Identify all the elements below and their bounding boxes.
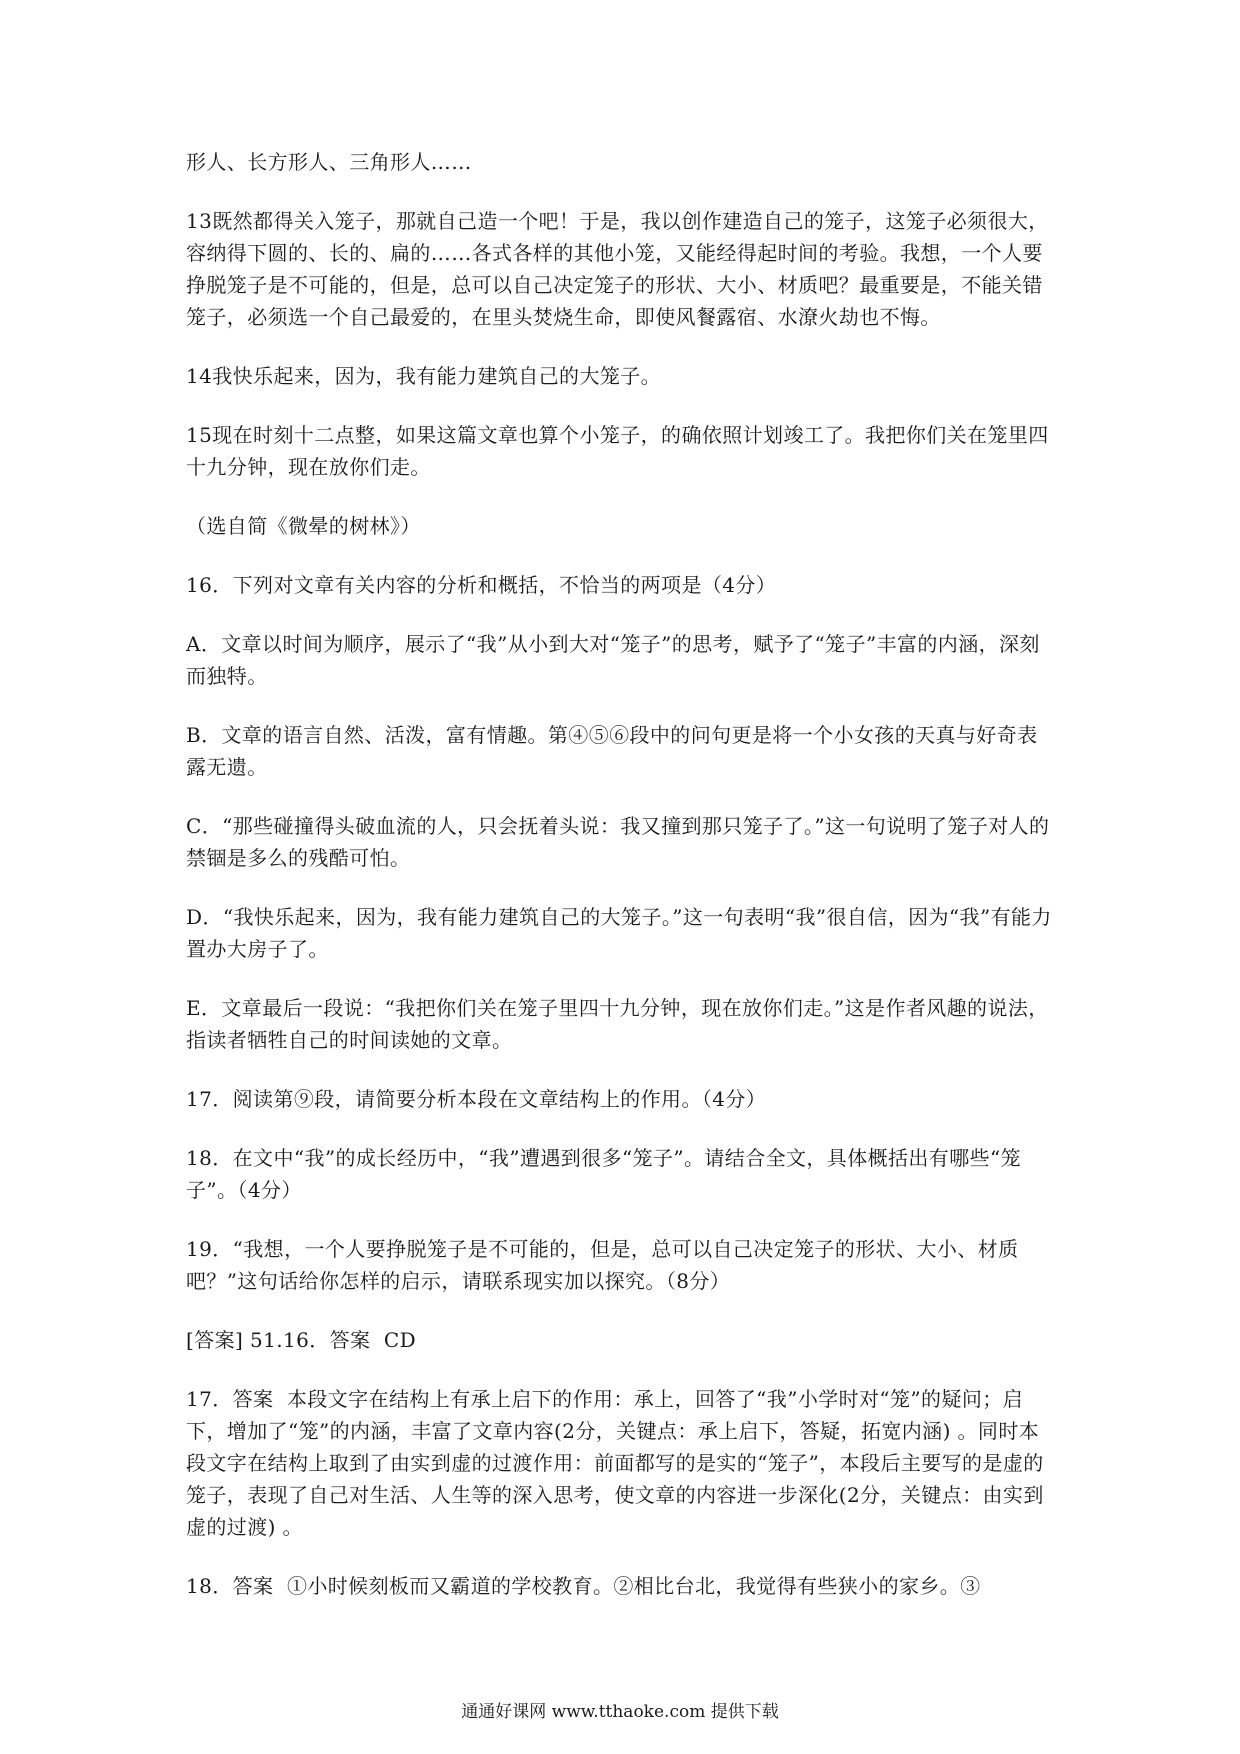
option-a: A．文章以时间为顺序，展示了“我”从小到大对“笼子”的思考，赋予了“笼子”丰富的内涵，深刻而独特。 xyxy=(186,632,1040,688)
paragraph-continuation: 形人、长方形人、三角形人…… xyxy=(186,150,472,174)
question-18: 18．在文中“我”的成长经历中，“我”遭遇到很多“笼子”。请结合全文，具体概括出有哪些“笼子”。（4分） xyxy=(186,1146,1022,1202)
question-16: 16．下列对文章有关内容的分析和概括，不恰当的两项是（4分） xyxy=(186,573,777,597)
option-c: C．“那些碰撞得头破血流的人，只会抚着头说：我又撞到那只笼子了。”这一句说明了笼子对人的禁锢是多么的残酷可怕。 xyxy=(186,814,1050,870)
answer-18: 18．答案 ①小时候刻板而又霸道的学校教育。②相比台北，我觉得有些狭小的家乡。③ xyxy=(186,1574,981,1598)
answer-16: [答案] 51.16．答案 CD xyxy=(186,1328,417,1352)
paragraph-14: 14我快乐起来，因为，我有能力建筑自己的大笼子。 xyxy=(186,364,662,388)
option-b: B．文章的语言自然、活泼，富有情趣。第④⑤⑥段中的问句更是将一个小女孩的天真与好奇表露无遗。 xyxy=(186,723,1038,779)
question-19: 19．“我想，一个人要挣脱笼子是不可能的，但是，总可以自己决定笼子的形状、大小、材质吧？”这句话给你怎样的启示，请联系现实加以探究。（8分） xyxy=(186,1237,1019,1293)
source-citation: （选自简《微晕的树林》） xyxy=(186,514,421,538)
answer-17: 17．答案 本段文字在结构上有承上启下的作用：承上，回答了“我”小学时对“笼”的疑问；启下，增加了“笼”的内涵，丰富了文章内容(2分，关键点：承上启下，答疑，拓宽内涵) 。同时本段文字在结构上取到了由实到虚的过渡作用：前面都写的是实的“笼子”，本段后主要写的是虚的笼子，表现了自己对生活、人生等的深入思考，使文章的内容进一步深化(2分，关键点：由实到虚的过渡) 。 xyxy=(186,1387,1044,1539)
paragraph-15: 15现在时刻十二点整，如果这篇文章也算个小笼子，的确依照计划竣工了。我把你们关在笼里四十九分钟，现在放你们走。 xyxy=(186,423,1049,479)
page-footer: 通通好课网 www.tthaoke.com 提供下载 xyxy=(461,1702,779,1722)
question-17: 17．阅读第⑨段，请简要分析本段在文章结构上的作用。（4分） xyxy=(186,1087,767,1111)
option-e: E．文章最后一段说：“我把你们关在笼子里四十九分钟，现在放你们走。”这是作者风趣的说法，指读者牺牲自己的时间读她的文章。 xyxy=(186,996,1049,1052)
paragraph-13: 13既然都得关入笼子，那就自己造一个吧！于是，我以创作建造自己的笼子，这笼子必须很大，容纳得下圆的、长的、扁的……各式各样的其他小笼，又能经得起时间的考验。我想，一个人要挣脱笼子是不可能的，但是，总可以自己决定笼子的形状、大小、材质吧？最重要是，不能关错笼子，必须选一个自己最爱的，在里头焚烧生命，即使风餐露宿、水潦火劫也不悔。 xyxy=(186,209,1049,329)
document-body xyxy=(186,146,1056,1602)
option-d: D．“我快乐起来，因为，我有能力建筑自己的大笼子。”这一句表明“我”很自信，因为“我”有能力置办大房子了。 xyxy=(186,905,1052,961)
